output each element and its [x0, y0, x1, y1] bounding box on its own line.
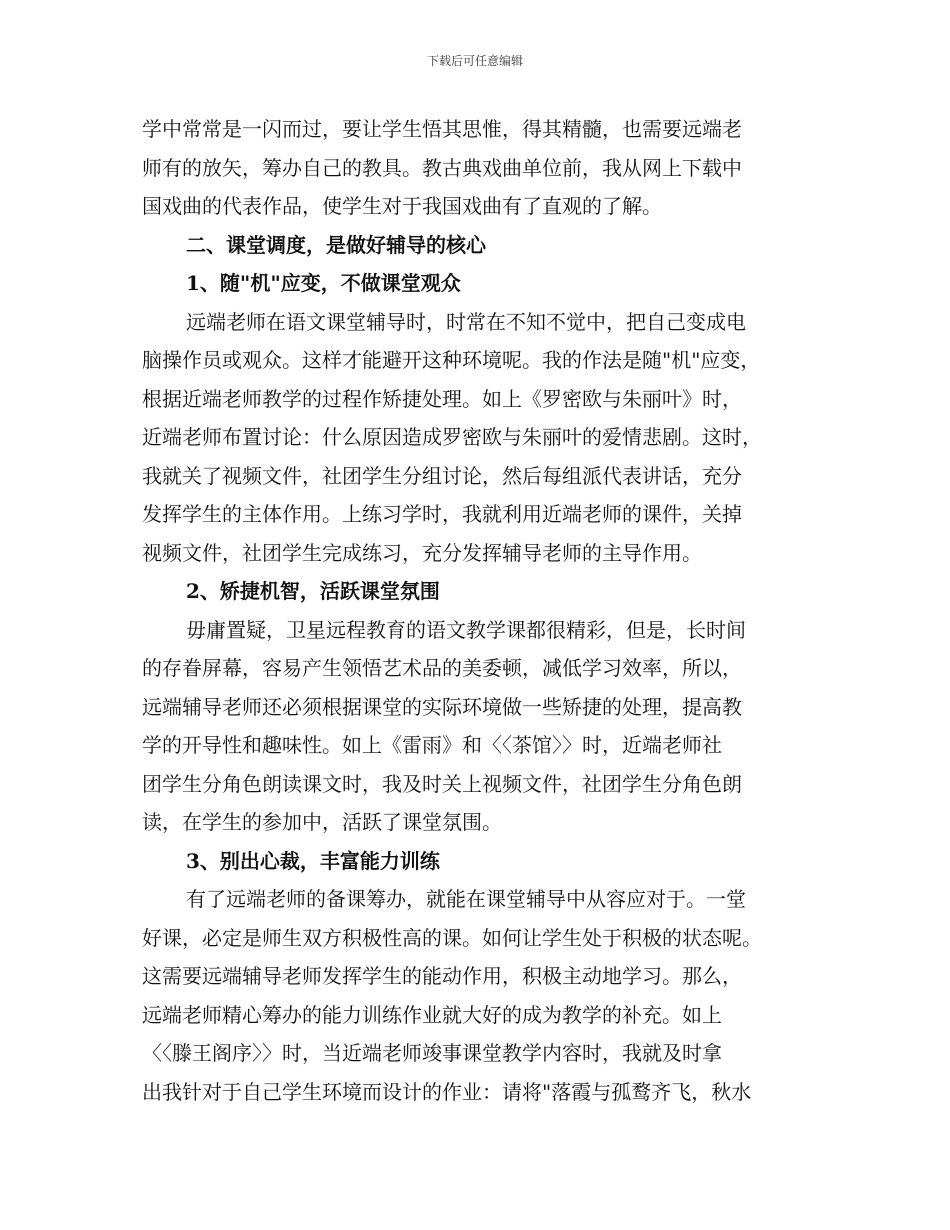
paragraph-line: 出我针对于自己学生环境而设计的作业：请将"落霞与孤鹜齐飞，秋水: [142, 1079, 752, 1104]
paragraph-line: 师有的放矢，筹办自己的教具。教古典戏曲单位前，我从网上下载中: [142, 155, 742, 180]
document-body: [142, 110, 822, 1111]
section-heading: 1、随"机"应变，不做课堂观众: [186, 271, 461, 295]
paragraph-line: 视频文件，社团学生完成练习，充分发挥辅导老师的主导作用。: [142, 540, 702, 565]
paragraph-line: 学中常常是一闪而过，要让学生悟其思惟，得其精髓，也需要远端老: [142, 117, 742, 141]
paragraph-line: 〈〈滕王阁序〉〉时，当近端老师竣事课堂教学内容时，我就及时拿: [142, 1041, 722, 1065]
paragraph-line: 根据近端老师教学的过程作矫捷处理。如上《罗密欧与朱丽叶》时，: [142, 386, 742, 411]
paragraph-line: 的存眷屏幕，容易产生领悟艺术品的美委顿，减低学习效率，所以，: [142, 656, 742, 680]
section-heading: 3、别出心裁，丰富能力训练: [186, 848, 440, 873]
paragraph-line: 脑操作员或观众。这样才能避开这种环境呢。我的作法是随"机"应变，: [142, 348, 761, 372]
paragraph-line: 近端老师布置讨论：什么原因造成罗密欧与朱丽叶的爱情悲剧。这时，: [142, 425, 762, 449]
section-heading: 2、矫捷机智，活跃课堂氛围: [186, 579, 440, 603]
paragraph-line: 我就关了视频文件，社团学生分组讨论，然后每组派代表讲话，充分: [142, 463, 742, 488]
section-heading: 二、课堂调度，是做好辅导的核心: [186, 232, 486, 257]
header-note: 下载后可任意编辑: [426, 54, 523, 68]
paragraph-line: 远端辅导老师还必须根据课堂的实际环境做一些矫捷的处理，提高教: [142, 694, 742, 719]
paragraph-line: 团学生分角色朗读课文时，我及时关上视频文件，社团学生分角色朗: [142, 771, 742, 796]
paragraph-line: 这需要远端辅导老师发挥学生的能动作用，积极主动地学习。那么，: [142, 964, 742, 988]
paragraph-line: 有了远端老师的备课筹办，就能在课堂辅导中从容应对于。一堂: [186, 887, 746, 911]
paragraph-line: 学的开导性和趣味性。如上《雷雨》和〈〈茶馆〉〉时，近端老师社: [142, 733, 722, 757]
paragraph-line: 好课，必定是师生双方积极性高的课。如何让学生处于积极的状态呢。: [142, 925, 762, 950]
paragraph-line: 国戏曲的代表作品，使学生对于我国戏曲有了直观的了解。: [142, 194, 662, 218]
paragraph-line: 读，在学生的参加中，活跃了课堂氛围。: [142, 810, 502, 834]
paragraph-line: 毋庸置疑，卫星远程教育的语文教学课都很精彩，但是，长时间: [186, 617, 746, 642]
paragraph-line: 远端老师在语文课堂辅导时，时常在不知不觉中，把自己变成电: [186, 309, 746, 334]
paragraph-line: 远端老师精心筹办的能力训练作业就大好的成为教学的补充。如上: [142, 1002, 722, 1027]
paragraph-line: 发挥学生的主体作用。上练习学时，我就利用近端老师的课件，关掉: [142, 502, 742, 526]
